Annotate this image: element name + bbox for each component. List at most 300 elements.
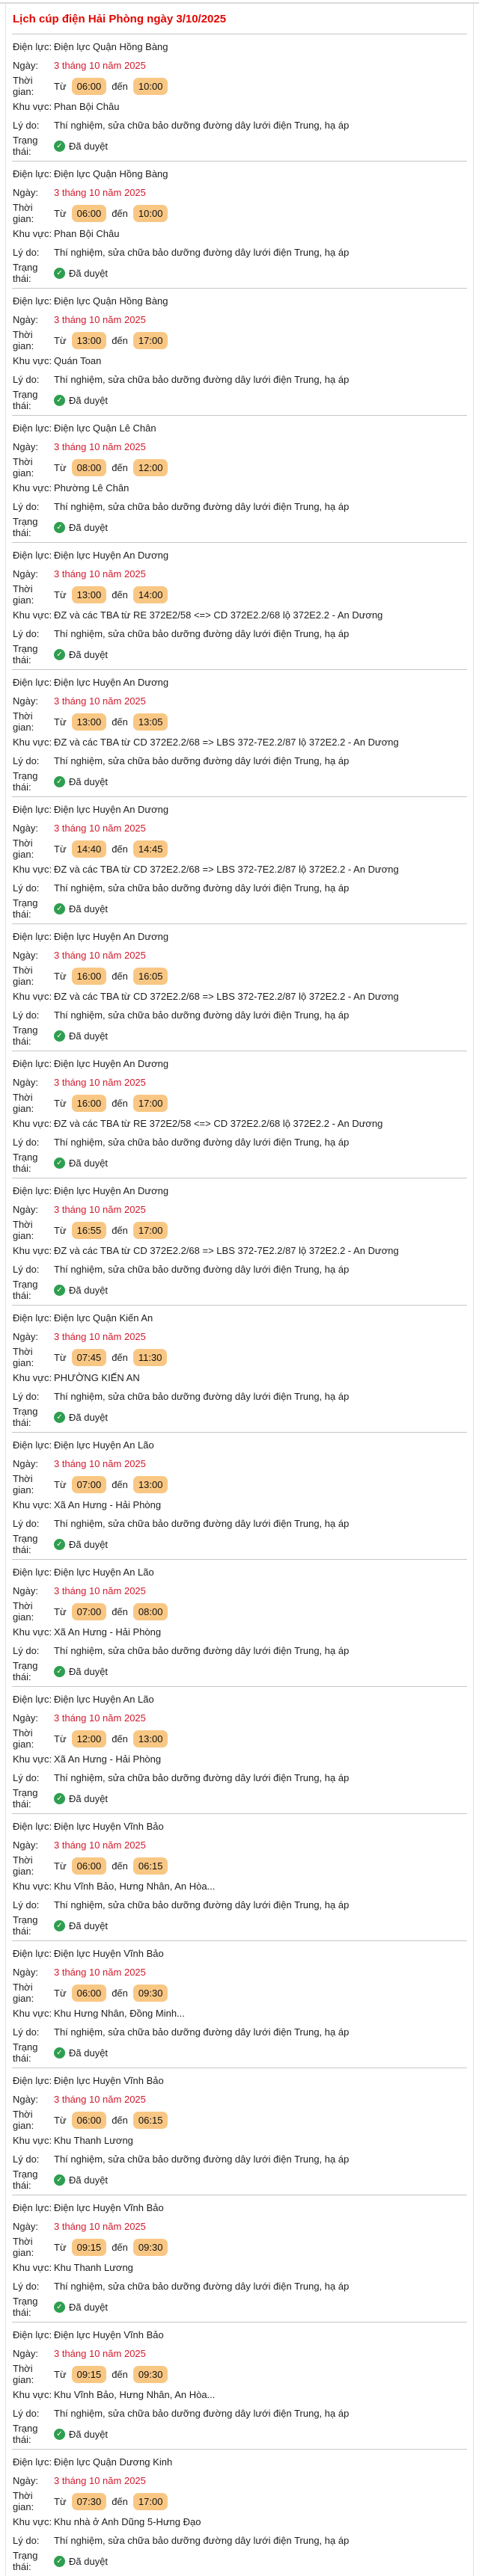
status-label: Trạng thái:	[13, 2550, 38, 2572]
status-row	[13, 2041, 466, 2064]
date-value: 3 tháng 10 năm 2025	[54, 441, 146, 452]
area-row	[13, 1241, 466, 1260]
area-row	[13, 987, 466, 1006]
time-value	[54, 1985, 466, 2002]
date-value: 3 tháng 10 năm 2025	[54, 187, 146, 198]
reason-row	[13, 624, 466, 643]
date-label: Ngày:	[13, 441, 38, 452]
company-label: Điện lực:	[13, 1439, 52, 1451]
area-value: Xã An Hưng - Hải Phòng	[54, 1499, 162, 1510]
status-row	[13, 1279, 466, 1301]
reason-row	[13, 2023, 466, 2041]
status-label: Trạng thái:	[13, 1914, 38, 1937]
date-label: Ngày:	[13, 950, 38, 961]
time-from-badge: 09:15	[72, 2366, 107, 2383]
time-to-badge: 09:30	[133, 2366, 168, 2383]
date-value: 3 tháng 10 năm 2025	[54, 1077, 146, 1088]
status-badge: Đã duyệt	[69, 2555, 109, 2567]
status-label: Trạng thái:	[13, 516, 38, 538]
reason-row	[13, 1641, 466, 1660]
area-row	[13, 2004, 466, 2023]
area-label: Khu vực:	[13, 2262, 52, 2273]
time-label: Thời gian:	[13, 1982, 34, 2004]
time-row	[13, 583, 466, 606]
time-from-word: Từ	[54, 970, 67, 982]
page-title: Lịch cúp điện Hải Phòng ngày 3/10/2025	[12, 4, 467, 34]
outage-entry	[12, 2449, 467, 2576]
date-value: 3 tháng 10 năm 2025	[54, 2475, 146, 2486]
time-to-word: đến	[112, 1478, 128, 1490]
area-label: Khu vực:	[13, 2389, 52, 2400]
reason-row	[13, 2277, 466, 2296]
area-value: Phường Lê Chân	[54, 482, 129, 494]
area-value: Phan Bội Châu	[54, 228, 120, 239]
company-row	[13, 800, 466, 819]
time-to-badge: 13:00	[133, 1730, 168, 1747]
time-to-badge: 12:00	[133, 459, 168, 476]
time-label: Thời gian:	[13, 837, 34, 860]
date-row	[13, 565, 466, 583]
company-value: Điện lực Huyện Vĩnh Bảo	[54, 2329, 164, 2340]
time-from-badge: 07:30	[72, 2493, 107, 2510]
area-row	[13, 97, 466, 116]
date-label: Ngày:	[13, 2221, 38, 2232]
time-from-word: Từ	[54, 1097, 67, 1109]
company-value: Điện lực Huyện An Lão	[54, 1567, 154, 1578]
status-row	[13, 897, 466, 920]
outage-schedule-page	[5, 4, 474, 2576]
approved-check-icon	[54, 776, 65, 787]
status-value	[54, 1793, 466, 1804]
date-row	[13, 2217, 466, 2236]
outage-entry	[12, 1559, 467, 1686]
area-label: Khu vực:	[13, 864, 52, 875]
company-label: Điện lực:	[13, 1185, 52, 1196]
reason-label: Lý do:	[13, 1264, 40, 1275]
time-value	[54, 78, 466, 95]
area-label: Khu vực:	[13, 2135, 52, 2146]
reason-label: Lý do:	[13, 882, 40, 894]
time-label: Thời gian:	[13, 202, 34, 224]
time-from-word: Từ	[54, 334, 67, 346]
time-value	[54, 205, 466, 222]
status-label: Trạng thái:	[13, 262, 38, 284]
time-to-badge: 14:00	[133, 586, 168, 603]
area-label: Khu vực:	[13, 1245, 52, 1256]
time-to-badge: 16:05	[133, 968, 168, 985]
approved-check-icon	[54, 395, 65, 406]
time-value	[54, 1603, 466, 1620]
date-row	[13, 1454, 466, 1473]
time-to-badge: 08:00	[133, 1603, 168, 1620]
time-to-badge: 17:00	[133, 1222, 168, 1239]
time-label: Thời gian:	[13, 965, 34, 987]
time-from-word: Từ	[54, 1860, 67, 1872]
status-badge: Đã duyệt	[69, 903, 109, 914]
date-row	[13, 1073, 466, 1092]
time-from-badge: 16:00	[72, 968, 107, 985]
date-row	[13, 437, 466, 456]
company-value: Điện lực Huyện An Dương	[54, 677, 169, 688]
time-to-badge: 10:00	[133, 205, 168, 222]
status-row	[13, 135, 466, 157]
date-row	[13, 310, 466, 329]
reason-value: Thí nghiệm, sửa chữa bảo dưỡng đường dây lưới điện Trung, hạ áp	[54, 247, 350, 258]
company-label: Điện lực:	[13, 1821, 52, 1832]
time-row	[13, 1727, 466, 1750]
time-from-badge: 06:00	[72, 1985, 107, 2002]
outage-entry	[12, 1432, 467, 1559]
time-to-word: đến	[112, 716, 128, 728]
area-label: Khu vực:	[13, 991, 52, 1002]
time-row	[13, 1219, 466, 1241]
reason-value: Thí nghiệm, sửa chữa bảo dưỡng đường dây lưới điện Trung, hạ áp	[54, 120, 350, 131]
time-to-word: đến	[112, 461, 128, 473]
date-label: Ngày:	[13, 187, 38, 198]
reason-value: Thí nghiệm, sửa chữa bảo dưỡng đường dây lưới điện Trung, hạ áp	[54, 1518, 350, 1529]
company-row	[13, 1181, 466, 1200]
area-value: Khu Thanh Lương	[54, 2262, 133, 2273]
status-value	[54, 2302, 466, 2313]
time-from-badge: 06:00	[72, 78, 107, 95]
area-label: Khu vực:	[13, 2516, 52, 2527]
area-value: Khu nhà ở Anh Dũng 5-Hưng Đạo	[54, 2516, 201, 2527]
date-value: 3 tháng 10 năm 2025	[54, 1204, 146, 1215]
reason-value: Thí nghiệm, sửa chữa bảo dưỡng đường dây lưới điện Trung, hạ áp	[54, 628, 350, 639]
status-value	[54, 522, 466, 533]
company-value: Điện lực Huyện An Lão	[54, 1439, 154, 1451]
time-value	[54, 968, 466, 985]
date-row	[13, 2090, 466, 2109]
date-value: 3 tháng 10 năm 2025	[54, 1967, 146, 1978]
time-row	[13, 2363, 466, 2385]
company-row	[13, 2453, 466, 2471]
company-label: Điện lực:	[13, 295, 52, 307]
outage-entry	[12, 2322, 467, 2449]
time-from-word: Từ	[54, 2114, 67, 2126]
approved-check-icon	[54, 141, 65, 152]
company-value: Điện lực Huyện An Lão	[54, 1694, 154, 1705]
company-value: Điện lực Huyện Vĩnh Bảo	[54, 1821, 164, 1832]
reason-row	[13, 1768, 466, 1787]
outage-entry	[12, 2195, 467, 2322]
status-badge: Đã duyệt	[69, 648, 109, 660]
time-row	[13, 75, 466, 97]
time-label: Thời gian:	[13, 1092, 34, 1114]
outage-entry	[12, 669, 467, 796]
reason-value: Thí nghiệm, sửa chữa bảo dưỡng đường dây lưới điện Trung, hạ áp	[54, 755, 350, 766]
status-row	[13, 389, 466, 411]
area-value: Xã An Hưng - Hải Phòng	[54, 1753, 162, 1765]
time-to-word: đến	[112, 334, 128, 346]
time-from-word: Từ	[54, 1733, 67, 1745]
status-row	[13, 643, 466, 665]
date-row	[13, 56, 466, 75]
date-row	[13, 1836, 466, 1854]
status-label: Trạng thái:	[13, 1533, 38, 1555]
area-value: PHƯỜNG KIẾN AN	[54, 1372, 140, 1383]
company-label: Điện lực:	[13, 1948, 52, 1959]
time-value	[54, 586, 466, 603]
area-value: Khu Hưng Nhân, Đồng Minh...	[54, 2008, 185, 2019]
area-value: Xã An Hưng - Hải Phòng	[54, 1626, 162, 1638]
time-to-badge: 14:45	[133, 840, 168, 858]
reason-row	[13, 497, 466, 516]
status-value	[54, 2556, 466, 2567]
company-label: Điện lực:	[13, 2456, 52, 2468]
date-value: 3 tháng 10 năm 2025	[54, 950, 146, 961]
time-from-word: Từ	[54, 1605, 67, 1617]
status-row	[13, 1787, 466, 1810]
reason-label: Lý do:	[13, 120, 40, 131]
reason-value: Thí nghiệm, sửa chữa bảo dưỡng đường dây lưới điện Trung, hạ áp	[54, 1772, 350, 1783]
company-label: Điện lực:	[13, 677, 52, 688]
company-row	[13, 165, 466, 183]
outage-entry	[12, 1178, 467, 1305]
company-value: Điện lực Quận Lê Chân	[54, 422, 156, 434]
area-row	[13, 606, 466, 624]
time-to-badge: 17:00	[133, 2493, 168, 2510]
date-value: 3 tháng 10 năm 2025	[54, 2094, 146, 2105]
time-label: Thời gian:	[13, 2236, 34, 2258]
time-from-badge: 13:00	[72, 713, 107, 731]
status-value	[54, 1920, 466, 1931]
area-row	[13, 733, 466, 751]
area-value: Phan Bội Châu	[54, 101, 120, 112]
time-to-word: đến	[112, 1733, 128, 1745]
status-row	[13, 1533, 466, 1555]
outage-list	[12, 34, 467, 2576]
time-label: Thời gian:	[13, 1727, 34, 1750]
company-value: Điện lực Huyện An Dương	[54, 1185, 169, 1196]
reason-label: Lý do:	[13, 1137, 40, 1148]
time-to-word: đến	[112, 843, 128, 855]
time-from-word: Từ	[54, 80, 67, 92]
time-to-word: đến	[112, 2114, 128, 2126]
status-value	[54, 1285, 466, 1296]
reason-label: Lý do:	[13, 1009, 40, 1021]
reason-row	[13, 1006, 466, 1024]
date-value: 3 tháng 10 năm 2025	[54, 1839, 146, 1851]
area-row	[13, 351, 466, 370]
company-label: Điện lực:	[13, 2202, 52, 2213]
company-value: Điện lực Huyện Vĩnh Bảo	[54, 1948, 164, 1959]
date-value: 3 tháng 10 năm 2025	[54, 2221, 146, 2232]
status-label: Trạng thái:	[13, 770, 38, 793]
company-row	[13, 1309, 466, 1327]
time-value	[54, 713, 466, 731]
status-value	[54, 2174, 466, 2186]
approved-check-icon	[54, 2302, 65, 2313]
date-label: Ngày:	[13, 1585, 38, 1596]
time-label: Thời gian:	[13, 329, 34, 351]
outage-entry	[12, 1305, 467, 1432]
outage-entry	[12, 34, 467, 161]
area-value: ĐZ và các TBA từ RE 372E2/58 <=> CD 372E2.2/68 lộ 372E2.2 - An Dương	[54, 609, 383, 621]
time-value	[54, 1476, 466, 1493]
outage-entry	[12, 161, 467, 288]
company-value: Điện lực Huyện An Dương	[54, 1058, 169, 1069]
approved-check-icon	[54, 1920, 65, 1931]
date-value: 3 tháng 10 năm 2025	[54, 1458, 146, 1469]
reason-label: Lý do:	[13, 1518, 40, 1529]
date-row	[13, 183, 466, 202]
status-value	[54, 1158, 466, 1169]
outage-entry	[12, 923, 467, 1051]
reason-label: Lý do:	[13, 374, 40, 385]
approved-check-icon	[54, 1793, 65, 1804]
date-label: Ngày:	[13, 60, 38, 71]
outage-entry	[12, 288, 467, 415]
time-to-word: đến	[112, 2495, 128, 2507]
area-value: ĐZ và các TBA từ CD 372E2.2/68 => LBS 372-7E2.2/87 lộ 372E2.2 - An Dương	[54, 737, 399, 748]
reason-label: Lý do:	[13, 1899, 40, 1911]
time-to-word: đến	[112, 1605, 128, 1617]
status-value	[54, 1412, 466, 1423]
company-row	[13, 1944, 466, 1963]
time-row	[13, 965, 466, 987]
company-row	[13, 2326, 466, 2344]
reason-value: Thí nghiệm, sửa chữa bảo dưỡng đường dây lưới điện Trung, hạ áp	[54, 1264, 350, 1275]
time-value	[54, 332, 466, 349]
reason-label: Lý do:	[13, 2408, 40, 2419]
date-label: Ngày:	[13, 823, 38, 834]
date-value: 3 tháng 10 năm 2025	[54, 2348, 146, 2359]
company-label: Điện lực:	[13, 804, 52, 815]
time-row	[13, 2236, 466, 2258]
time-row	[13, 2490, 466, 2512]
time-to-word: đến	[112, 1987, 128, 1999]
reason-row	[13, 2531, 466, 2550]
time-value	[54, 2366, 466, 2383]
reason-value: Thí nghiệm, sửa chữa bảo dưỡng đường dây lưới điện Trung, hạ áp	[54, 1137, 350, 1148]
date-row	[13, 946, 466, 965]
time-from-word: Từ	[54, 1478, 67, 1490]
company-row	[13, 1817, 466, 1836]
reason-label: Lý do:	[13, 1645, 40, 1656]
time-to-badge: 09:30	[133, 2239, 168, 2256]
time-value	[54, 1857, 466, 1875]
time-to-badge: 17:00	[133, 1095, 168, 1112]
area-row	[13, 224, 466, 243]
company-label: Điện lực:	[13, 1312, 52, 1324]
reason-label: Lý do:	[13, 2535, 40, 2546]
reason-label: Lý do:	[13, 1391, 40, 1402]
company-row	[13, 292, 466, 310]
status-value	[54, 1539, 466, 1550]
status-badge: Đã duyệt	[69, 2174, 109, 2186]
time-label: Thời gian:	[13, 1346, 34, 1368]
outage-entry	[12, 1686, 467, 1813]
reason-row	[13, 116, 466, 135]
area-row	[13, 1114, 466, 1133]
time-value	[54, 1730, 466, 1747]
status-row	[13, 2550, 466, 2572]
date-value: 3 tháng 10 năm 2025	[54, 823, 146, 834]
date-row	[13, 1327, 466, 1346]
date-value: 3 tháng 10 năm 2025	[54, 695, 146, 707]
status-badge: Đã duyệt	[69, 267, 109, 279]
status-badge: Đã duyệt	[69, 1792, 109, 1804]
area-label: Khu vực:	[13, 737, 52, 748]
reason-value: Thí nghiệm, sửa chữa bảo dưỡng đường dây lưới điện Trung, hạ áp	[54, 1899, 350, 1911]
time-to-badge: 17:00	[133, 332, 168, 349]
outage-entry	[12, 1813, 467, 1940]
reason-label: Lý do:	[13, 755, 40, 766]
area-label: Khu vực:	[13, 101, 52, 112]
area-value: ĐZ và các TBA từ CD 372E2.2/68 => LBS 372-7E2.2/87 lộ 372E2.2 - An Dương	[54, 1245, 399, 1256]
status-value	[54, 649, 466, 660]
status-value	[54, 776, 466, 787]
reason-row	[13, 243, 466, 262]
time-row	[13, 1346, 466, 1368]
status-label: Trạng thái:	[13, 1152, 38, 1174]
time-to-word: đến	[112, 1860, 128, 1872]
company-label: Điện lực:	[13, 1058, 52, 1069]
area-value: ĐZ và các TBA từ RE 372E2/58 <=> CD 372E2.2/68 lộ 372E2.2 - An Dương	[54, 1118, 383, 1129]
area-label: Khu vực:	[13, 2008, 52, 2019]
time-label: Thời gian:	[13, 583, 34, 606]
area-value: Khu Vĩnh Bảo, Hưng Nhân, An Hòa...	[54, 2389, 216, 2400]
outage-entry	[12, 2068, 467, 2195]
outage-entry	[12, 542, 467, 669]
approved-check-icon	[54, 649, 65, 660]
time-value	[54, 459, 466, 476]
reason-row	[13, 879, 466, 897]
time-to-word: đến	[112, 80, 128, 92]
time-to-word: đến	[112, 1224, 128, 1236]
area-value: ĐZ và các TBA từ CD 372E2.2/68 => LBS 372-7E2.2/87 lộ 372E2.2 - An Dương	[54, 864, 399, 875]
area-label: Khu vực:	[13, 1626, 52, 1638]
reason-value: Thí nghiệm, sửa chữa bảo dưỡng đường dây lưới điện Trung, hạ áp	[54, 2154, 350, 2165]
date-label: Ngày:	[13, 2348, 38, 2359]
status-row	[13, 2296, 466, 2318]
time-from-badge: 12:00	[72, 1730, 107, 1747]
status-row	[13, 2168, 466, 2191]
company-label: Điện lực:	[13, 2075, 52, 2086]
status-badge: Đã duyệt	[69, 521, 109, 533]
company-label: Điện lực:	[13, 1694, 52, 1705]
reason-row	[13, 1387, 466, 1406]
company-row	[13, 2198, 466, 2217]
time-from-word: Từ	[54, 2495, 67, 2507]
reason-label: Lý do:	[13, 2154, 40, 2165]
company-row	[13, 1436, 466, 1454]
time-from-badge: 13:00	[72, 332, 107, 349]
time-label: Thời gian:	[13, 75, 34, 97]
approved-check-icon	[54, 1412, 65, 1423]
time-to-word: đến	[112, 970, 128, 982]
status-badge: Đã duyệt	[69, 140, 109, 152]
time-from-badge: 07:00	[72, 1603, 107, 1620]
company-label: Điện lực:	[13, 1567, 52, 1578]
time-from-badge: 07:00	[72, 1476, 107, 1493]
company-value: Điện lực Huyện An Dương	[54, 931, 169, 942]
area-label: Khu vực:	[13, 1881, 52, 1892]
time-label: Thời gian:	[13, 710, 34, 733]
status-label: Trạng thái:	[13, 2041, 38, 2064]
reason-label: Lý do:	[13, 501, 40, 512]
company-value: Điện lực Huyện An Dương	[54, 804, 169, 815]
outage-entry	[12, 796, 467, 923]
status-badge: Đã duyệt	[69, 394, 109, 406]
reason-row	[13, 370, 466, 389]
date-label: Ngày:	[13, 2094, 38, 2105]
status-label: Trạng thái:	[13, 1660, 38, 1682]
time-to-badge: 10:00	[133, 78, 168, 95]
status-label: Trạng thái:	[13, 2296, 38, 2318]
area-label: Khu vực:	[13, 355, 52, 366]
